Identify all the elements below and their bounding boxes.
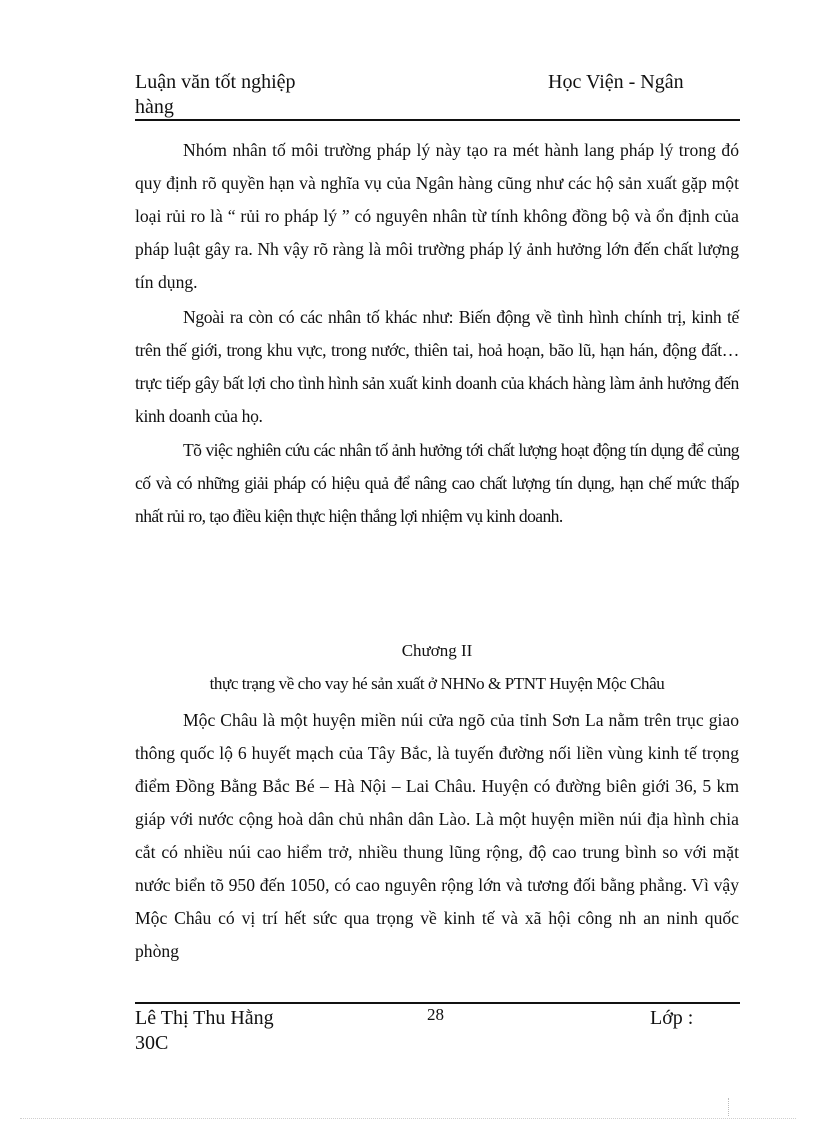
header-divider: [135, 119, 740, 121]
page-edge-mark: [728, 1098, 729, 1116]
header-title: Luận văn tốt nghiệp: [135, 71, 296, 93]
footer-class-label: Lớp :: [650, 1007, 694, 1029]
paragraph-conclusion: Tõ việc nghiên cứu các nhân tố ảnh hưởng tới chất lượng hoạt động tín dụng để củng cố và có những giải pháp có hiệu quả để nâng cao chất lượng tín dụng, hạn chế mức thấp nhất rủi ro, tạo điều kiện thực hiện thắng lợi nhiệm vụ kinh doanh.: [135, 440, 739, 526]
chapter-subtitle: thực trạng về cho vay hé sản xuất ở NHNo & PTNT Huyện Mộc Châu: [209, 674, 665, 693]
header-left: [135, 70, 296, 120]
paragraph-moc-chau: Mộc Châu là một huyện miền núi cửa ngõ của tỉnh Sơn La nằm trên trục giao thông quốc lộ 6 huyết mạch của Tây Bắc, là tuyến đường nối liền vùng kinh tế trọng điểm Đồng Bằng Bắc Bé – Hà Nội – Lai Châu. Huyện có đường biên giới 36, 5 km giáp với nước cộng hoà dân chủ nhân dân Lào. Là một huyện miền núi địa hình chia cắt có nhiều núi cao hiểm trở, nhiều thung lũng rộng, độ cao trung bình so với mặt nước biển tõ 950 đến 1050, có cao nguyên rộng lớn và tương đối bằng phẳng. Vì vậy Mộc Châu có vị trí hết sức qua trọng về kinh tế và xã hội công nh an ninh quốc phòng: [135, 710, 739, 961]
page-number: 28: [427, 1005, 444, 1024]
footer-author: [135, 1006, 274, 1056]
paragraph-legal-environment: Nhóm nhân tố môi trường pháp lý này tạo ra mét hành lang pháp lý trong đó quy định rõ quyền hạn và nghĩa vụ của Ngân hàng cũng như các hộ sản xuất gặp một loại rủi ro là “ rủi ro pháp lý ” có nguyên nhân từ tính không đồng bộ và ổn định của pháp luật gây ra. Nh vậy rõ ràng là môi trường pháp lý ảnh hưởng lớn đến chất lượng tín dụng.: [135, 140, 739, 292]
footer-class-code: 30C: [135, 1032, 169, 1054]
paragraph-other-factors: Ngoài ra còn có các nhân tố khác như: Biến động về tình hình chính trị, kinh tế trên thế giới, trong khu vực, trong nước, thiên tai, hoả hoạn, bão lũ, hạn hán, động đất…trực tiếp gây bất lợi cho tình hình sản xuất kinh doanh của khách hàng làm ảnh hưởng đến kinh doanh của họ.: [135, 307, 739, 426]
chapter-title: Chương II: [401, 641, 473, 660]
header-institution: Học Viện - Ngân: [548, 71, 684, 93]
footer-author-name: Lê Thị Thu Hằng: [135, 1007, 274, 1029]
page-bottom-border: [20, 1118, 796, 1119]
header-title-wrap: hàng: [135, 96, 174, 118]
